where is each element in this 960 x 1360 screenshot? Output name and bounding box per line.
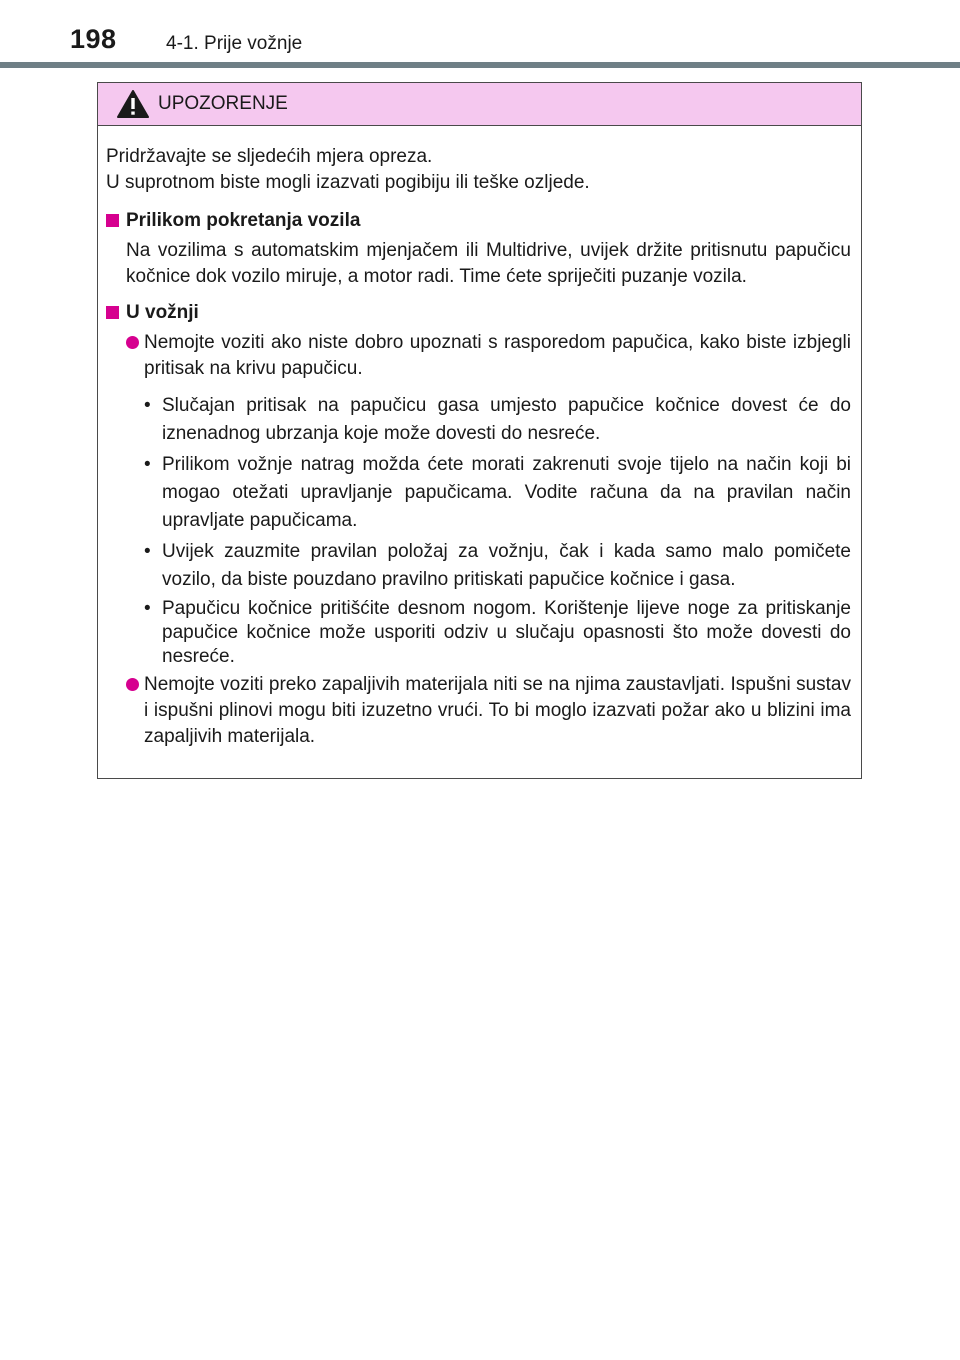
warning-header	[98, 83, 861, 126]
sub-item-text: Slučajan pritisak na papučicu gasa umjesto papučice kočnice dovest će do iznenadnog ubrzanja koje može dovesti do nesreće.	[162, 395, 851, 444]
sub-list-item	[106, 538, 851, 594]
warning-body	[98, 126, 861, 778]
section-title: 4-1. Prije vožnje	[166, 33, 303, 54]
intro-line: U suprotnom biste mogli izazvati pogibiju ili teške ozljede.	[106, 172, 590, 193]
circle-bullet-icon	[126, 678, 139, 691]
heading-text: U vožnji	[126, 302, 199, 323]
dot-bullet-icon: •	[144, 541, 151, 562]
header-rule	[0, 62, 960, 68]
page-number: 198	[70, 24, 117, 54]
list-item-text: Nemojte voziti ako niste dobro upoznati s rasporedom papučica, kako biste izbjegli pritisak na krivu papučicu.	[144, 332, 851, 379]
sub-list	[106, 392, 851, 669]
sub-item-text: Uvijek zauzmite pravilan položaj za vožnju, čak i kada samo malo pomičete vozilo, da biste pouzdano pravilno pritiskati papučice kočnice i gasa.	[162, 541, 851, 590]
square-bullet-icon	[106, 214, 119, 227]
square-bullet-icon	[106, 306, 119, 319]
warning-box	[97, 82, 862, 779]
intro-line: Pridržavajte se sljedećih mjera opreza.	[106, 146, 433, 167]
sub-list-item	[106, 597, 851, 669]
dot-bullet-icon: •	[144, 395, 151, 416]
sub-list-item	[106, 392, 851, 448]
sub-item-text: Prilikom vožnje natrag možda ćete morati zakrenuti svoje tijelo na način koji bi mogao otežati upravljanje papučicama. Vodite računa da na pravilan način upravljate papučicama.	[162, 454, 851, 531]
circle-bullet-icon	[126, 336, 139, 349]
list-item-text: Nemojte voziti preko zapaljivih materijala niti se na njima zaustavljati. Ispušni sustav i ispušni plinovi mogu biti izuzetno vrući. To bi moglo izazvati požar ako u blizini ima zapaljivih materijala.	[144, 674, 851, 747]
warning-intro	[106, 144, 851, 196]
list-item	[106, 672, 851, 750]
sub-list-item	[106, 451, 851, 535]
sub-item-text: Papučicu kočnice pritišćite desnom nogom. Korištenje lijeve noge za pritiskanje papučice kočnice može usporiti odziv u slučaju opasnosti što može dovesti do nesreće.	[162, 598, 851, 667]
dot-bullet-icon: •	[144, 454, 151, 475]
warning-triangle-icon	[116, 89, 150, 119]
heading-text: Prilikom pokretanja vozila	[126, 210, 361, 231]
section-heading	[106, 208, 851, 234]
dot-bullet-icon: •	[144, 598, 151, 619]
section-text: Na vozilima s automatskim mjenjačem ili Multidrive, uvijek držite pritisnutu papučicu kočnice dok vozilo miruje, a motor radi. Time ćete spriječiti puzanje vozila.	[126, 240, 851, 287]
warning-title: UPOZORENJE	[158, 93, 288, 114]
list-item	[106, 330, 851, 382]
section-heading	[106, 300, 851, 326]
